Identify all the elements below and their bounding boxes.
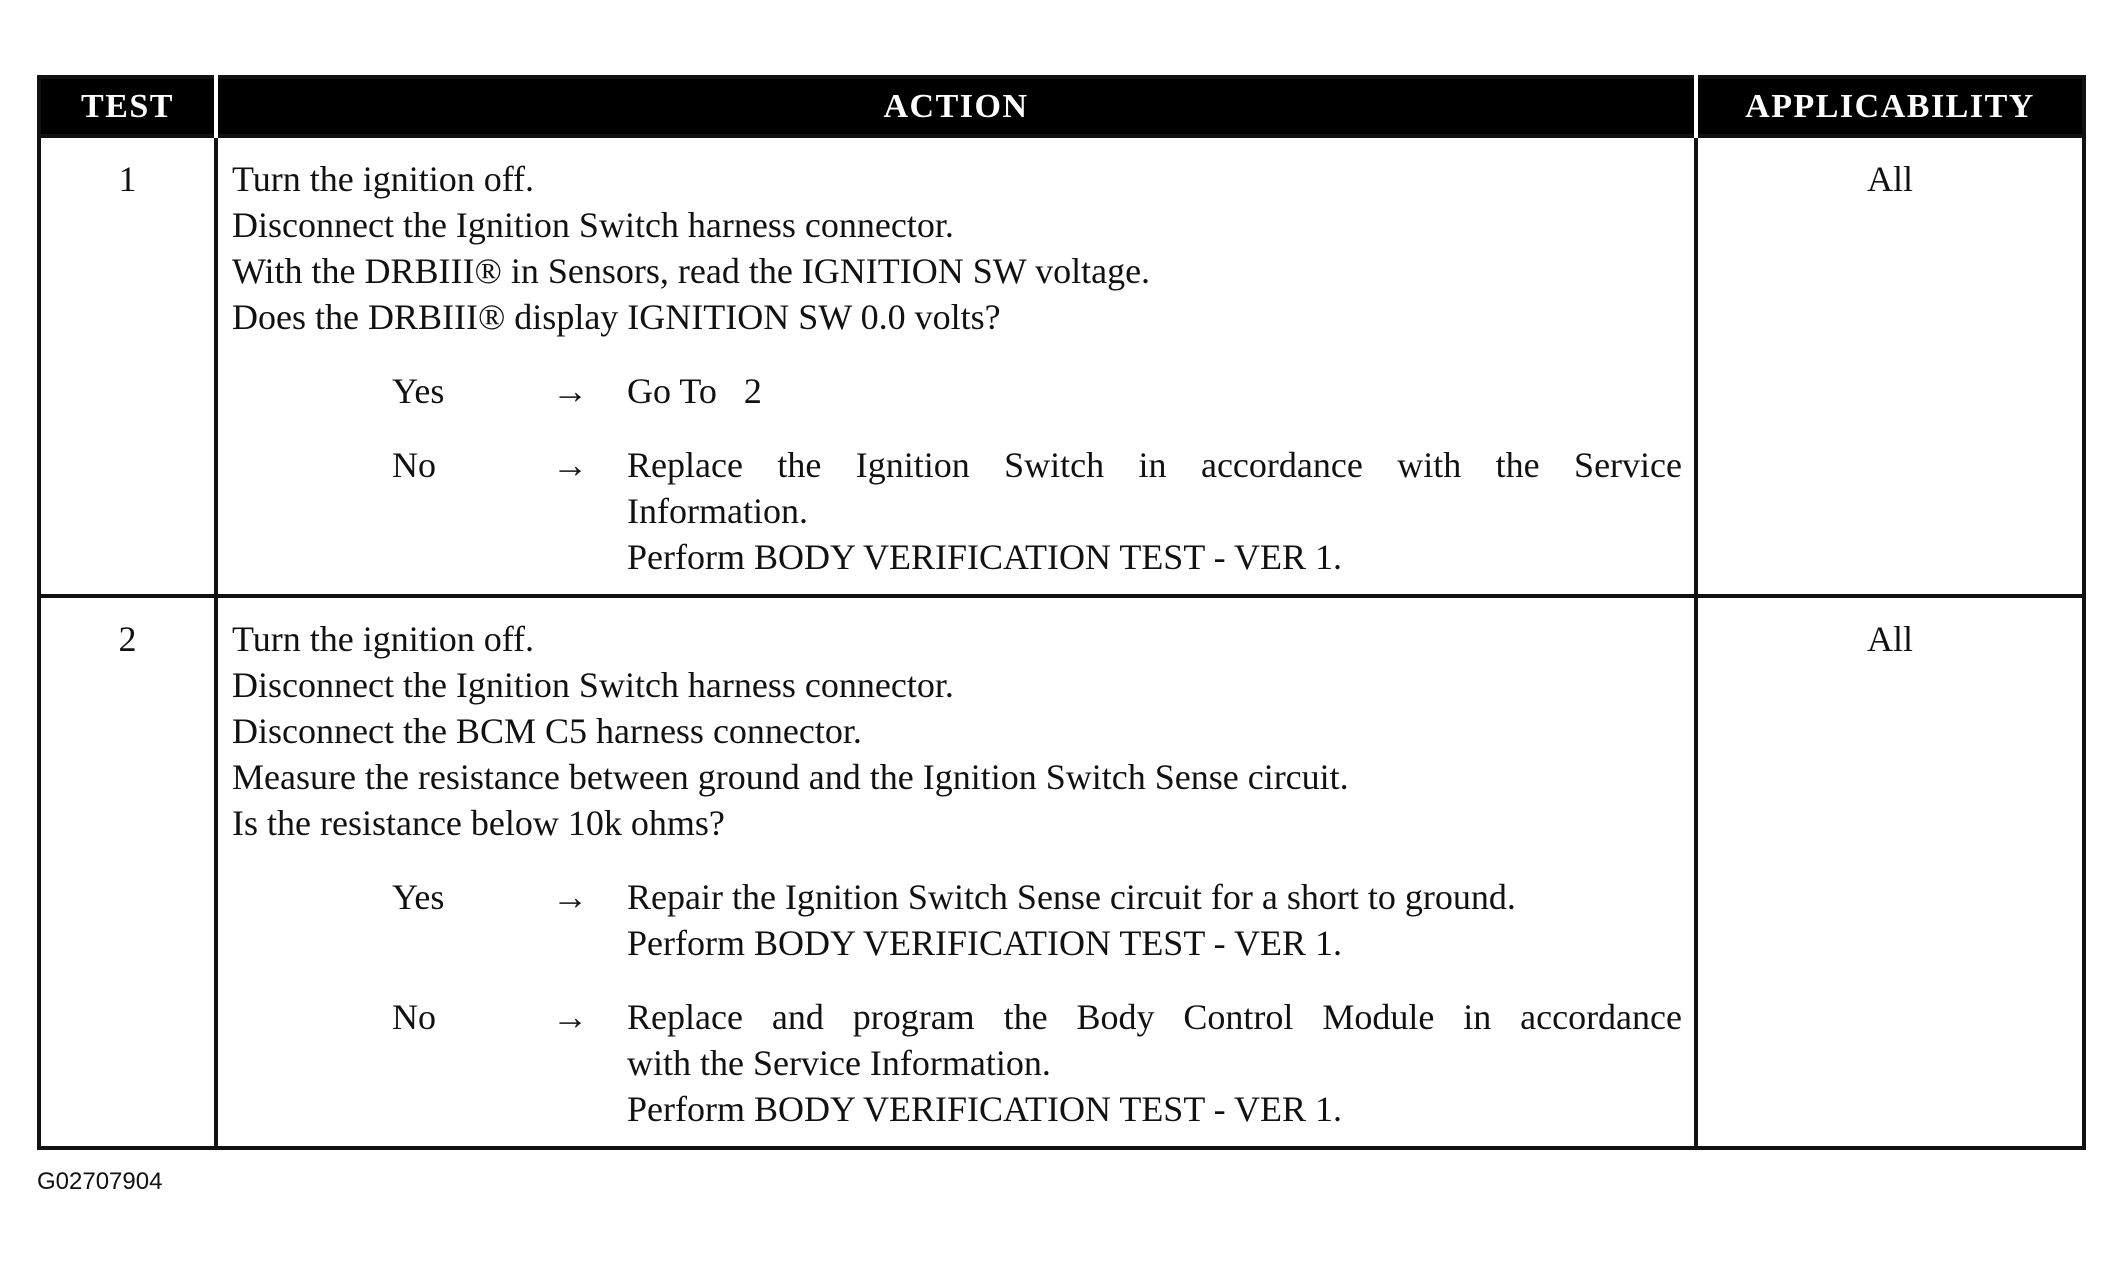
outcome-no-text [627,994,1682,1132]
outcome-line: Information. [627,491,808,531]
header-applicability: APPLICABILITY [1696,77,2084,136]
outcome-no [232,442,1682,580]
action-step: Is the resistance below 10k ohms? [232,803,725,843]
outcome-yes-text [627,368,1682,414]
action-steps [232,616,1682,846]
action-step: Disconnect the Ignition Switch harness connector. [232,665,954,705]
action-step: With the DRBIII® in Sensors, read the IGNITION SW voltage. [232,251,1151,291]
header-action: ACTION [216,77,1696,136]
action-step: Turn the ignition off. [232,619,535,659]
outcome-yes-label: Yes [392,877,445,917]
outcome-no [232,994,1682,1132]
outcome-yes-label: Yes [392,371,445,411]
action-steps [232,156,1682,340]
table-row [39,136,2084,596]
arrow-right-icon: → [552,997,588,1037]
arrow-right-icon: → [552,371,588,411]
test-number: 1 [39,136,216,596]
action-cell [216,596,1696,1148]
outcome-line: Perform BODY VERIFICATION TEST - VER 1. [627,923,1343,963]
outcome-line: Perform BODY VERIFICATION TEST - VER 1. [627,537,1343,577]
arrow-right-icon: → [552,445,588,485]
action-step: Measure the resistance between ground and the Ignition Switch Sense circuit. [232,757,1349,797]
outcome-line: with the Service Information. [627,1043,1051,1083]
outcome-line: Go To 2 [627,371,762,411]
outcome-line: Repair the Ignition Switch Sense circuit for a short to ground. [627,877,1516,917]
outcome-no-label: No [392,997,436,1037]
action-step: Turn the ignition off. [232,159,535,199]
outcome-line: Replace the Ignition Switch in accordance with the Service [627,445,1682,485]
diagnostic-test-table [37,75,2086,1150]
header-test: TEST [39,77,216,136]
outcome-yes-text [627,874,1682,966]
action-step: Does the DRBIII® display IGNITION SW 0.0 volts? [232,297,1001,337]
outcome-yes [232,874,1682,966]
outcome-line: Replace and program the Body Control Module in accordance [627,997,1682,1037]
test-number: 2 [39,596,216,1148]
outcome-no-label: No [392,445,436,485]
applicability-value: All [1696,596,2084,1148]
table-header-row [39,77,2084,136]
applicability-value: All [1696,136,2084,596]
action-cell [216,136,1696,596]
action-step: Disconnect the Ignition Switch harness connector. [232,205,954,245]
outcome-no-text [627,442,1682,580]
figure-id: G02707904 [37,1168,163,1195]
table-row [39,596,2084,1148]
outcome-yes [232,368,1682,414]
arrow-right-icon: → [552,877,588,917]
outcome-line: Perform BODY VERIFICATION TEST - VER 1. [627,1089,1343,1129]
action-step: Disconnect the BCM C5 harness connector. [232,711,862,751]
